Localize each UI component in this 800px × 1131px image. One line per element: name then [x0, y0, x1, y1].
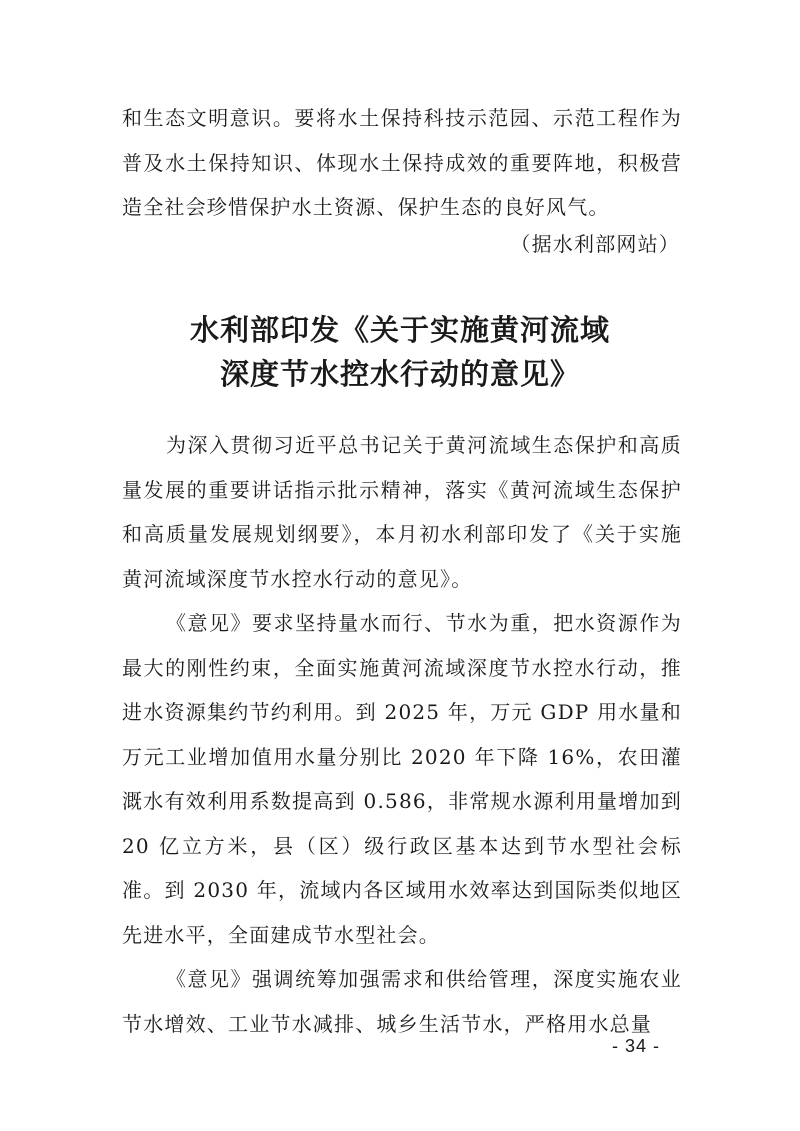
continuation-paragraph: 和生态文明意识。要将水土保持科技示范园、示范工程作为普及水土保持知识、体现水土保持成效的重要阵地，积极营造全社会珍惜保护水土资源、保护生态的良好风气。 — [122, 106, 682, 219]
article-title-line-2: 深度节水控水行动的意见》 — [219, 357, 580, 391]
source-attribution: （据水利部网站） — [510, 232, 680, 256]
article-title-line-1: 水利部印发《关于实施黄河流域 — [189, 313, 610, 347]
article-title — [0, 308, 800, 396]
page-number: - 34 - — [611, 1036, 660, 1056]
continuation-paragraph-block — [122, 96, 682, 230]
article-paragraph-1: 为深入贯彻习近平总书记关于黄河流域生态保护和高质量发展的重要讲话指示批示精神，落实《黄河流域生态保护和高质量发展规划纲要》，本月初水利部印发了《关于实施黄河流域深度节水控水行动的意见》。 — [122, 433, 682, 591]
article-body — [122, 423, 682, 1046]
article-paragraph-3: 《意见》强调统筹加强需求和供给管理，深度实施农业节水增效、工业节水减排、城乡生活节水，严格用水总量 — [122, 967, 682, 1036]
article-paragraph-2: 《意见》要求坚持量水而行、节水为重，把水资源作为最大的刚性约束，全面实施黄河流域深度节水控水行动，推进水资源集约节约利用。到 2025 年，万元 GDP 用水量和万元工业增加值用水量分别比 2020 年下降 16%，农田灌溉水有效利用系数提高到 0.586，非常规水源利用量增加到 20 亿立方米，县（区）级行政区基本达到节水型社会标准。到 2030 年，流域内各区域用水效率达到国际类似地区先进水平，全面建成节水型社会。 — [122, 611, 682, 947]
